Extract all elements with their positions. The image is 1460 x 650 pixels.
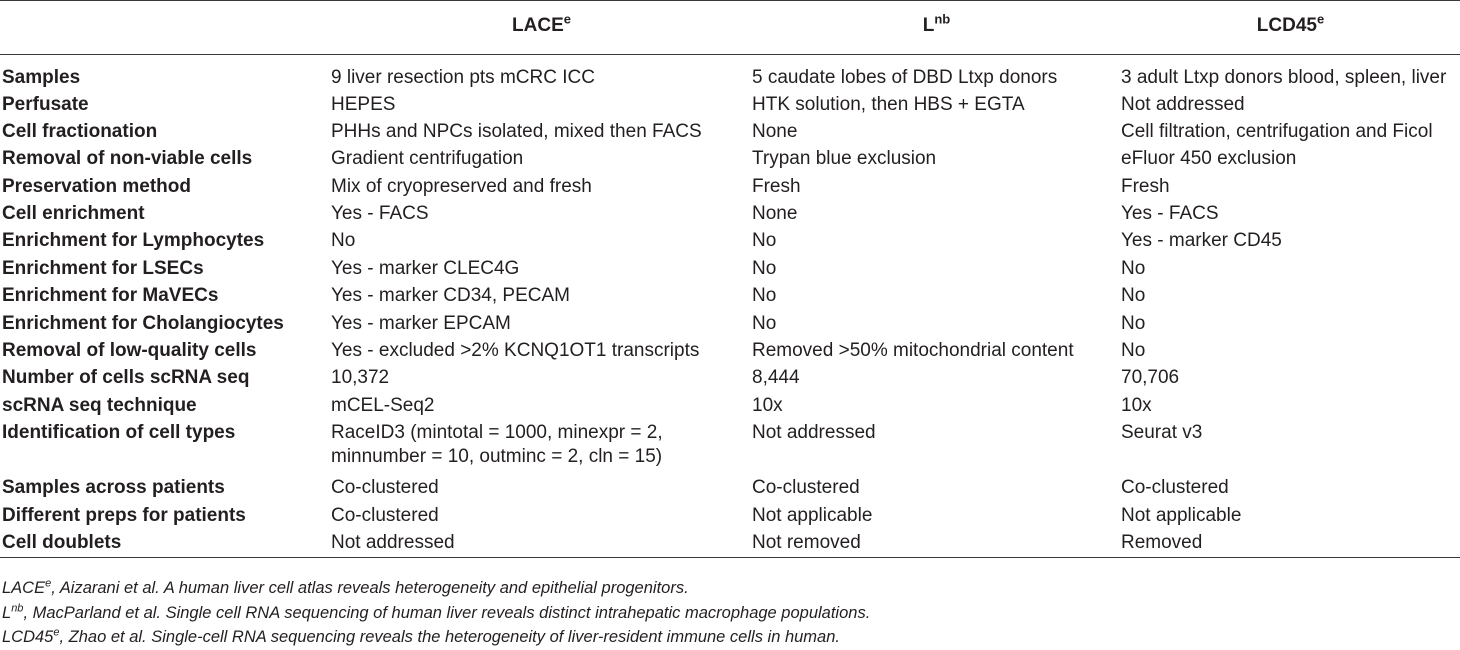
- cell-lnb: 10x: [752, 394, 783, 416]
- table-footnotes: [2, 576, 870, 650]
- table-row: [0, 393, 1460, 420]
- table-row: [0, 228, 1460, 255]
- table-row: [0, 283, 1460, 310]
- table-row: [0, 55, 1460, 92]
- cell-lcd45: Cell filtration, centrifugation and Ficol: [1121, 120, 1433, 142]
- cell-lcd45: Not applicable: [1121, 504, 1242, 526]
- table-row: [0, 119, 1460, 146]
- header-lace: LACE$^e$: [512, 11, 571, 36]
- row-label: Removal of low-quality cells: [2, 340, 257, 362]
- row-label: Removal of non-viable cells: [2, 148, 253, 170]
- table-row: [0, 256, 1460, 283]
- cell-lnb: None: [752, 120, 798, 142]
- cell-lnb: No: [752, 312, 777, 334]
- table-row: [0, 174, 1460, 201]
- cell-lcd45: Seurat v3: [1121, 422, 1203, 444]
- cell-lace: [331, 420, 752, 475]
- cell-lcd45: No: [1121, 257, 1146, 279]
- row-label: Identification of cell types: [2, 422, 236, 444]
- cell-lnb: Co-clustered: [752, 477, 860, 499]
- table-row: [0, 475, 1460, 502]
- cell-lcd45: 70,706: [1121, 367, 1180, 389]
- cell-lcd45: Yes - marker CD45: [1121, 230, 1282, 252]
- cell-lace: 9 liver resection pts mCRC ICC: [331, 67, 595, 88]
- cell-lace: HEPES: [331, 93, 396, 115]
- table-row: [0, 92, 1460, 119]
- cell-lace: 10,372: [331, 367, 390, 389]
- cell-lace: Mix of cryopreserved and fresh: [331, 175, 592, 197]
- row-label: Cell enrichment: [2, 203, 145, 225]
- cell-lnb: No: [752, 257, 777, 279]
- cell-lace: Yes - marker EPCAM: [331, 312, 511, 334]
- cell-lace: Co-clustered: [331, 504, 439, 526]
- cell-lnb: Not applicable: [752, 504, 873, 526]
- table-row: [0, 338, 1460, 365]
- cell-lcd45: Yes - FACS: [1121, 203, 1219, 225]
- cell-lnb: HTK solution, then HBS + EGTA: [752, 93, 1025, 115]
- row-label: Enrichment for Cholangiocytes: [2, 312, 284, 334]
- table-row: [0, 311, 1460, 338]
- footnote-lcd45: LCD45e, Zhao et al. Single-cell RNA sequencing reveals the heterogeneity of liver-resident immune cells in human.: [2, 626, 840, 646]
- cell-lace: Yes - excluded >2% KCNQ1OT1 transcripts: [331, 340, 700, 362]
- header-lnb: $L^{nb}$: [922, 11, 951, 36]
- cell-lnb: 8,444: [752, 367, 800, 389]
- table-row: [0, 201, 1460, 228]
- cell-lnb: Not removed: [752, 531, 861, 553]
- cell-lnb: No: [752, 285, 777, 307]
- row-label: Different preps for patients: [2, 504, 246, 526]
- cell-lace: mCEL-Seq2: [331, 394, 435, 416]
- table-row: [0, 503, 1460, 530]
- header-row: [0, 1, 1460, 55]
- cell-lcd45: No: [1121, 285, 1146, 307]
- cell-lcd45: Removed: [1121, 531, 1203, 553]
- table-row: [0, 530, 1460, 557]
- cell-line: minnumber = 10, outminc = 2, cln = 15): [331, 446, 663, 468]
- header-empty-cell: [0, 1, 331, 55]
- cell-lcd45: No: [1121, 340, 1146, 362]
- row-label: scRNA seq technique: [2, 394, 197, 416]
- cell-lnb: None: [752, 203, 798, 225]
- row-label: Enrichment for MaVECs: [2, 285, 219, 307]
- row-label: Enrichment for LSECs: [2, 257, 204, 279]
- cell-lnb: 5 caudate lobes of DBD Ltxp donors: [752, 67, 1058, 88]
- row-label: Cell fractionation: [2, 120, 158, 142]
- cell-lace: Yes - marker CD34, PECAM: [331, 285, 570, 307]
- cell-lnb: Not addressed: [752, 422, 876, 444]
- cell-lcd45: Co-clustered: [1121, 477, 1229, 499]
- cell-lnb: Removed >50% mitochondrial content: [752, 340, 1074, 362]
- table-row: [0, 420, 1460, 475]
- footnote-lnb: $L^{nb}$, MacParland et al. Single cell RNA sequencing of human liver reveals distinct intrahepatic macrophage populations.: [2, 602, 871, 622]
- cell-lcd45: Not addressed: [1121, 93, 1245, 115]
- cell-lcd45: 10x: [1121, 394, 1152, 416]
- cell-lace: Co-clustered: [331, 477, 439, 499]
- row-label: Cell doublets: [2, 531, 122, 553]
- table-header: [0, 1, 1460, 55]
- row-label: Number of cells scRNA seq: [2, 367, 250, 389]
- cell-lnb: Fresh: [752, 175, 801, 197]
- row-label: Preservation method: [2, 175, 191, 197]
- footnote-lace: LACE$^e$, Aizarani et al. A human liver cell atlas reveals heterogeneity and epithelial progenitors.: [2, 577, 689, 597]
- cell-lcd45: eFluor 450 exclusion: [1121, 148, 1297, 170]
- cell-lace: Yes - FACS: [331, 203, 429, 225]
- row-label: Enrichment for Lymphocytes: [2, 230, 265, 252]
- row-label: Samples: [2, 67, 81, 88]
- table-row: [0, 146, 1460, 173]
- cell-lace: No: [331, 230, 356, 252]
- cell-lcd45: Fresh: [1121, 175, 1170, 197]
- row-label: Perfusate: [2, 93, 89, 115]
- header-lcd45: LCD45e: [1256, 11, 1325, 36]
- cell-lnb: Trypan blue exclusion: [752, 148, 937, 170]
- cell-lace: Gradient centrifugation: [331, 148, 524, 170]
- cell-lace: Not addressed: [331, 531, 455, 553]
- cell-lace: PHHs and NPCs isolated, mixed then FACS: [331, 120, 702, 142]
- cell-lcd45: No: [1121, 312, 1146, 334]
- row-label: Samples across patients: [2, 477, 225, 499]
- cell-lnb: No: [752, 230, 777, 252]
- cell-lcd45: 3 adult Ltxp donors blood, spleen, liver: [1121, 67, 1447, 88]
- cell-lace: Yes - marker CLEC4G: [331, 257, 520, 279]
- table-row: [0, 365, 1460, 392]
- cell-line: RaceID3 (mintotal = 1000, minexpr = 2,: [331, 422, 663, 444]
- table-body: [0, 55, 1460, 558]
